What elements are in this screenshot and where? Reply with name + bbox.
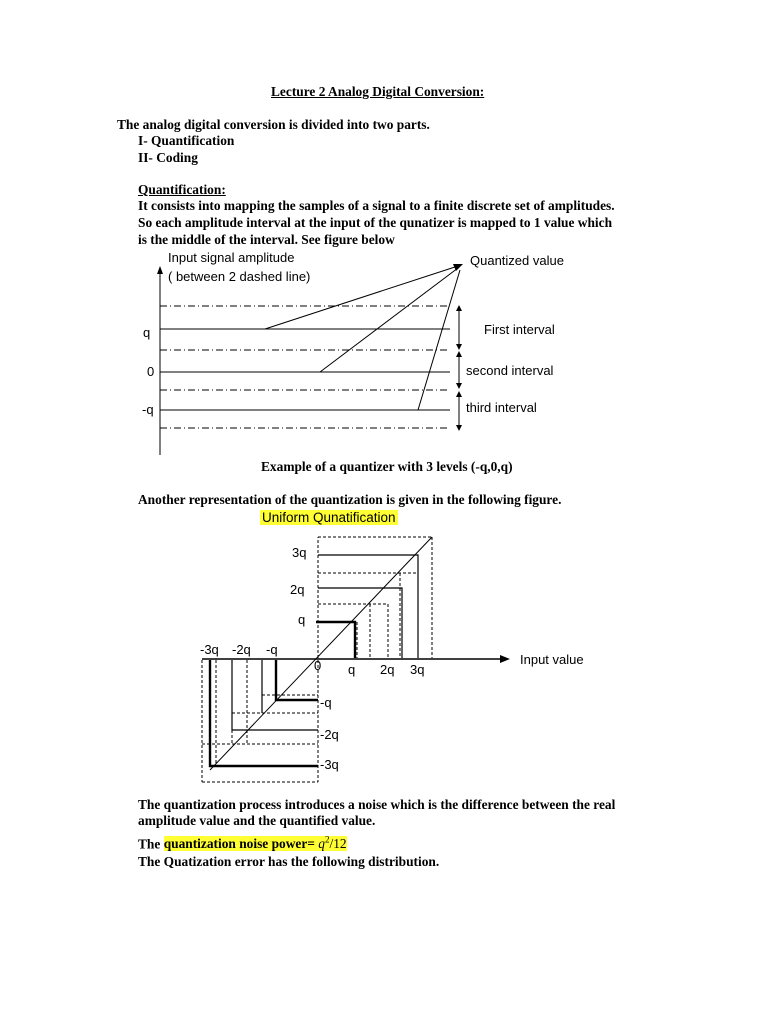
part-2: II- Coding bbox=[138, 150, 198, 165]
noise-power-line bbox=[138, 835, 347, 852]
intro-2: Another representation of the quantization is given in the following figure. bbox=[138, 492, 562, 507]
quantized-value-label: Quantized value bbox=[470, 253, 564, 268]
noise-line-2: amplitude value and the quantified value. bbox=[138, 813, 376, 828]
q-symbol: q bbox=[318, 836, 325, 852]
figure-caption: Example of a quantizer with 3 levels (-q,0,q) bbox=[261, 459, 513, 474]
noise-power-label: quantization noise power= bbox=[163, 836, 315, 852]
y-2q: 2q bbox=[290, 582, 305, 597]
x-neg-3q: -3q bbox=[200, 642, 219, 657]
input-value-label: Input value bbox=[520, 652, 584, 667]
y-neg-2q: -2q bbox=[320, 727, 339, 742]
first-interval-label: First interval bbox=[484, 322, 555, 337]
level-0: 0 bbox=[147, 364, 155, 379]
y-q: q bbox=[298, 612, 306, 627]
input-label-1: Input signal amplitude bbox=[168, 250, 295, 265]
the-word: The bbox=[138, 836, 161, 852]
uniform-quantification-title: Uniform Qunatification bbox=[262, 510, 396, 525]
x-2q: 2q bbox=[380, 662, 395, 677]
x-neg-2q: -2q bbox=[232, 642, 251, 657]
third-interval-label: third interval bbox=[466, 400, 537, 415]
level-neg-q: -q bbox=[142, 402, 154, 417]
paragraph-line-2: So each amplitude interval at the input of the qunatizer is mapped to 1 value which bbox=[138, 215, 613, 230]
intro-text: The analog digital conversion is divided into two parts. bbox=[117, 117, 430, 132]
noise-line-1: The quantization process introduces a noise which is the difference between the real bbox=[138, 797, 616, 812]
exponent: 2 bbox=[324, 835, 330, 845]
distribution-line: The Quatization error has the following distribution. bbox=[138, 854, 440, 869]
y-neg-3q: -3q bbox=[320, 757, 339, 772]
x-q: q bbox=[348, 662, 356, 677]
paragraph-line-3: is the middle of the interval. See figure below bbox=[138, 232, 395, 247]
part-1: I- Quantification bbox=[138, 133, 235, 148]
second-interval-label: second interval bbox=[466, 363, 554, 378]
x-zero: 0 bbox=[314, 658, 322, 673]
paragraph-line-1: It consists into mapping the samples of a signal to a finite discrete set of amplitudes. bbox=[138, 198, 615, 213]
y-neg-q: -q bbox=[320, 695, 332, 710]
divisor: /12 bbox=[329, 836, 347, 852]
y-3q: 3q bbox=[292, 545, 307, 560]
page-title: Lecture 2 Analog Digital Conversion: bbox=[271, 84, 485, 99]
level-q: q bbox=[143, 325, 151, 340]
noise-power-highlight bbox=[164, 836, 347, 851]
section-heading: Quantification: bbox=[138, 182, 226, 197]
x-neg-q: -q bbox=[266, 642, 278, 657]
input-label-2: ( between 2 dashed line) bbox=[168, 269, 311, 284]
x-3q: 3q bbox=[410, 662, 425, 677]
